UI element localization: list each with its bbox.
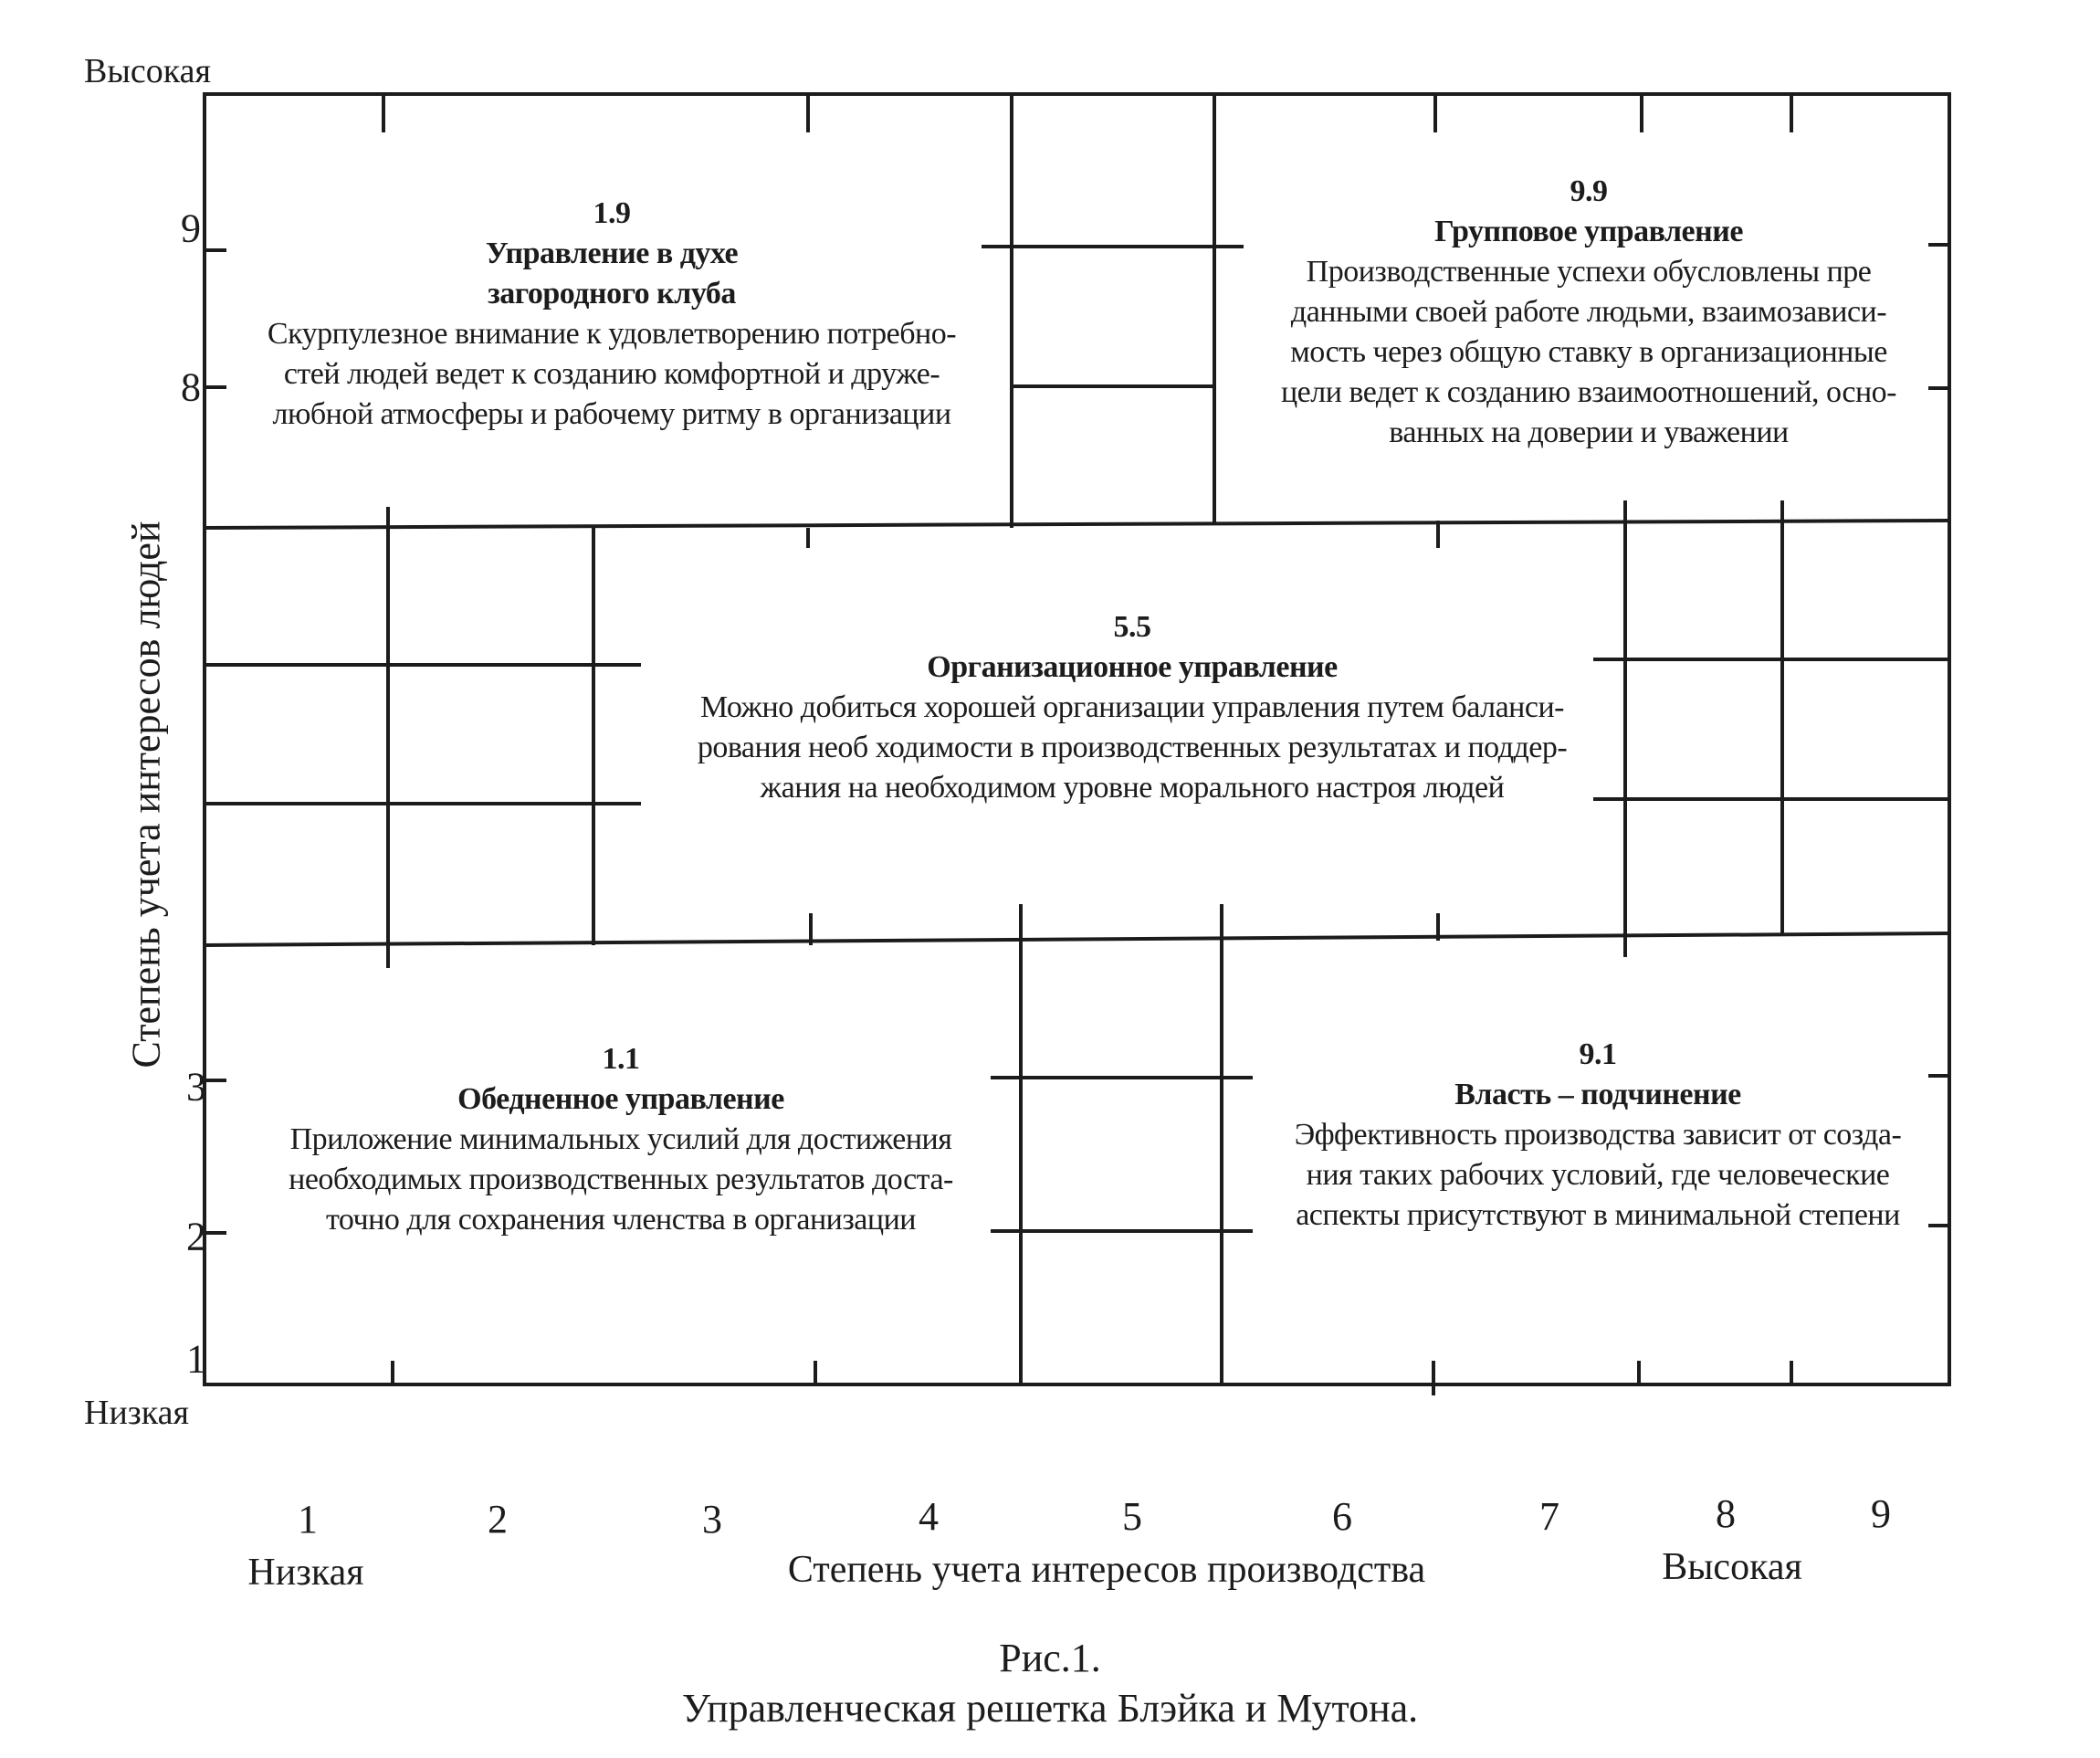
y-tick-label: 8	[181, 364, 201, 410]
style-desc-line: стей людей ведет к созданию комфортной и друже-	[283, 357, 940, 391]
x-axis-high-label: Высокая	[1662, 1546, 1802, 1588]
style-box-5-5	[639, 607, 1625, 808]
style-title: Обедненное управление	[457, 1082, 784, 1116]
style-code: 9.1	[1579, 1037, 1617, 1071]
style-desc-line: жания на необходимом уровне морального настроя людей	[760, 771, 1505, 805]
style-title: Групповое управление	[1434, 215, 1743, 248]
style-desc-line: мость через общую ставку в организационные	[1290, 335, 1887, 369]
style-desc-line: Производственные успехи обусловлены пре	[1306, 255, 1872, 289]
y-axis-title: Степень учета интересов людей	[123, 521, 169, 1068]
x-tick-label: 7	[1539, 1494, 1559, 1539]
style-desc-line: ния таких рабочих условий, где человеческие	[1306, 1158, 1890, 1192]
style-title: Управление в духе	[485, 237, 739, 270]
style-box-9-9	[1246, 172, 1931, 453]
style-title: загородного клуба	[488, 277, 736, 311]
style-desc-line: ванных на доверии и уважении	[1389, 416, 1789, 449]
style-desc-line: точно для сохранения членства в организации	[326, 1203, 916, 1237]
style-desc-line: аспекты присутствуют в минимальной степени	[1296, 1198, 1900, 1232]
style-desc-line: данными своей работе людьми, взаимозависи-	[1290, 295, 1887, 329]
style-desc-line: Приложение минимальных усилий для достижения	[289, 1122, 952, 1156]
style-desc-line: цели ведет к созданию взаимоотношений, осно-	[1280, 375, 1896, 409]
x-tick-label: 8	[1716, 1491, 1736, 1536]
y-tick-label: 1	[186, 1336, 206, 1382]
style-code: 9.9	[1570, 174, 1608, 208]
x-tick-label: 5	[1122, 1494, 1142, 1539]
style-box-1-1	[247, 1039, 995, 1240]
figure-caption-title: Управленческая решетка Блэйка и Мутона.	[681, 1686, 1419, 1731]
style-desc-line: рования необ ходимости в производственных результатах и поддер-	[697, 731, 1568, 764]
figure-caption-number: Рис.1.	[999, 1636, 1101, 1680]
x-tick-label: 2	[488, 1497, 508, 1542]
style-title: Власть – подчинение	[1454, 1078, 1741, 1111]
x-tick-label: 1	[298, 1497, 318, 1542]
style-code: 5.5	[1113, 610, 1151, 644]
y-tick-label: 2	[186, 1214, 206, 1259]
style-desc-line: Можно добиться хорошей организации управления путем баланси-	[699, 690, 1564, 724]
style-code: 1.1	[602, 1042, 640, 1076]
style-box-9-1	[1251, 1035, 1945, 1236]
x-axis-title: Степень учета интересов производства	[787, 1549, 1426, 1591]
y-tick-label: 3	[186, 1064, 206, 1110]
style-desc-line: необходимых производственных результатов доста-	[289, 1163, 953, 1196]
style-desc-line: любной атмосферы и рабочему ритму в организации	[272, 397, 951, 431]
style-code: 1.9	[593, 196, 631, 230]
y-tick-label: 9	[181, 205, 201, 251]
style-desc-line: Скурпулезное внимание к удовлетворению потребно-	[267, 317, 957, 351]
band-separator-lower	[205, 933, 1949, 945]
x-tick-label: 3	[702, 1497, 722, 1542]
style-desc-line: Эффективность производства зависит от созда-	[1294, 1118, 1902, 1152]
band-separator-upper	[205, 521, 1949, 528]
x-tick-label: 9	[1871, 1491, 1891, 1536]
x-tick-label: 6	[1332, 1494, 1352, 1539]
style-box-1-9	[247, 194, 977, 435]
y-axis-high-label: Высокая	[84, 52, 211, 90]
x-axis-low-label: Низкая	[247, 1552, 364, 1594]
x-tick-label: 4	[919, 1494, 939, 1539]
style-title: Организационное управление	[927, 650, 1338, 684]
y-axis-low-label: Низкая	[84, 1394, 190, 1432]
